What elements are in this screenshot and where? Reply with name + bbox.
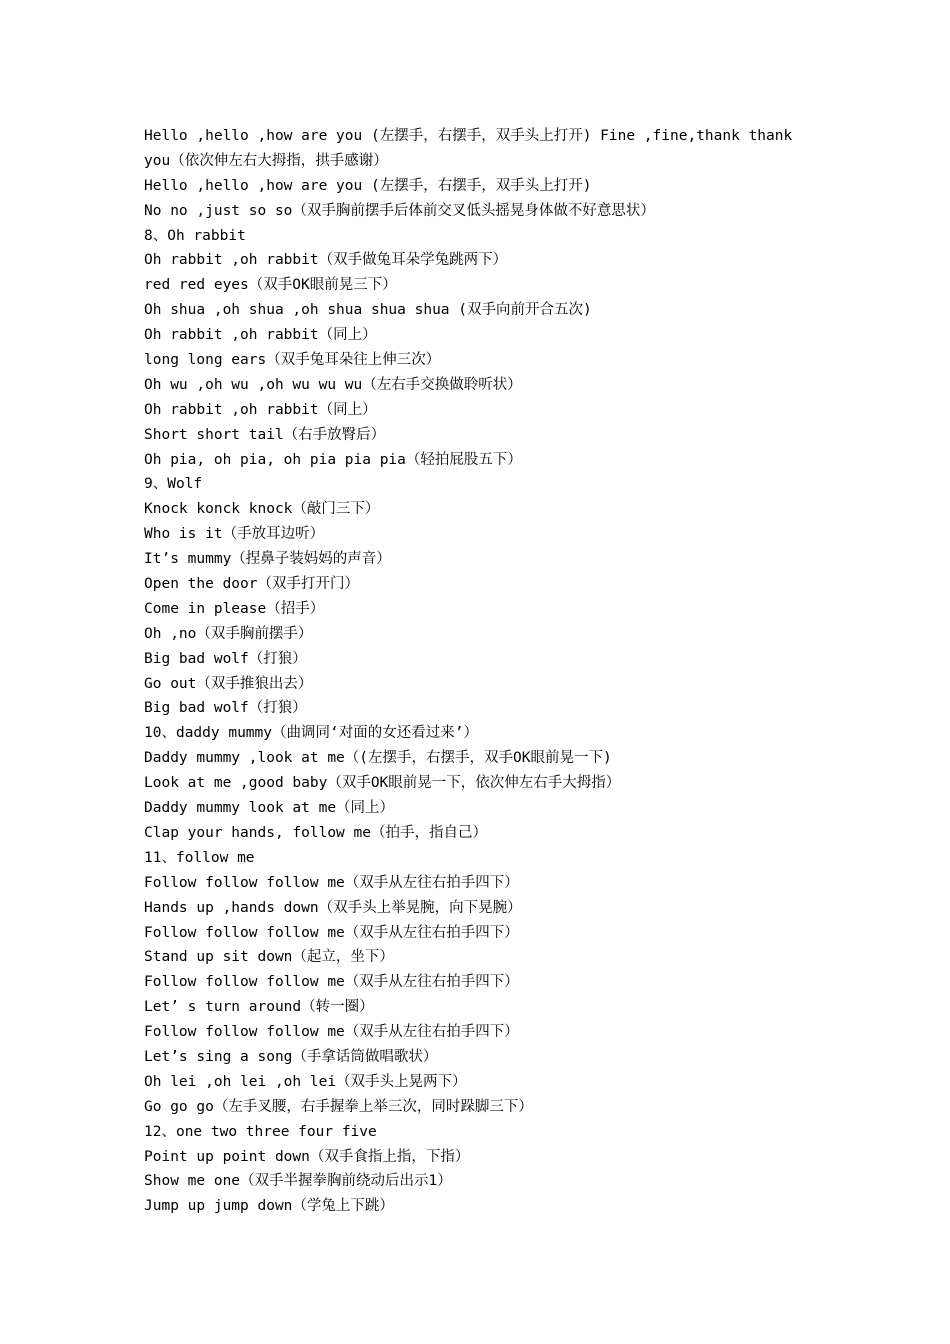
text-line: Oh rabbit ,oh rabbit（同上） bbox=[144, 327, 377, 344]
text-line: Clap your hands, follow me（拍手，指自己） bbox=[144, 824, 487, 841]
text-line: Let’ s turn around（转一圈） bbox=[144, 999, 374, 1016]
text-line: Follow follow follow me（双手从左往右拍手四下） bbox=[144, 924, 519, 941]
section-heading: 11、follow me bbox=[144, 849, 255, 866]
text-line: Point up point down（双手食指上指，下指） bbox=[144, 1148, 470, 1165]
text-line: Show me one（双手半握拳胸前绕动后出示1） bbox=[144, 1173, 452, 1190]
text-line: Jump up jump down（学兔上下跳） bbox=[144, 1198, 394, 1215]
text-line: Open the door（双手打开门） bbox=[144, 576, 359, 593]
text-line: Follow follow follow me（双手从左往右拍手四下） bbox=[144, 1024, 519, 1041]
text-line: Big bad wolf（打狼） bbox=[144, 650, 307, 667]
text-line: Let’s sing a song（手拿话筒做唱歌状） bbox=[144, 1048, 438, 1065]
text-line: Look at me ,good baby（双手OK眼前晃一下，依次伸左右手大拇指） bbox=[144, 775, 621, 792]
section-heading: 12、one two three four five bbox=[144, 1123, 377, 1140]
text-line: Big bad wolf（打狼） bbox=[144, 700, 307, 717]
text-line: Daddy mummy look at me（同上） bbox=[144, 800, 395, 817]
section-heading: 10、daddy mummy（曲调同‘对面的女还看过来’） bbox=[144, 725, 478, 742]
text-line: No no ,just so so（双手胸前摆手后体前交叉低头摇晃身体做不好意思状） bbox=[144, 202, 655, 219]
text-line: Go go go（左手叉腰，右手握拳上举三次，同时跺脚三下） bbox=[144, 1098, 533, 1115]
text-line: Oh rabbit ,oh rabbit（双手做兔耳朵学兔跳两下） bbox=[144, 252, 508, 269]
text-line: Hello ,hello ,how are you (左摆手，右摆手，双手头上打开) Fine ,fine,thank thank bbox=[144, 128, 793, 144]
text-line: Oh pia, oh pia, oh pia pia pia（轻拍屁股五下） bbox=[144, 451, 522, 468]
text-line: Follow follow follow me（双手从左往右拍手四下） bbox=[144, 874, 519, 891]
text-line: you（依次伸左右大拇指，拱手感谢） bbox=[144, 152, 388, 169]
text-line: Oh wu ,oh wu ,oh wu wu wu（左右手交换做聆听状） bbox=[144, 376, 522, 393]
text-line: Daddy mummy ,look at me（(左摆手，右摆手，双手OK眼前晃一下) bbox=[144, 750, 612, 767]
text-line: Oh rabbit ,oh rabbit（同上） bbox=[144, 401, 377, 418]
text-line: It’s mummy（捏鼻子装妈妈的声音） bbox=[144, 551, 391, 568]
text-line: Oh ,no（双手胸前摆手） bbox=[144, 625, 313, 642]
document-page bbox=[144, 124, 824, 1219]
text-line: Short short tail（右手放臀后） bbox=[144, 426, 386, 443]
section-heading: 9、Wolf bbox=[144, 476, 203, 493]
text-line: Knock konck knock（敲门三下） bbox=[144, 501, 380, 518]
text-line: long long ears（双手兔耳朵往上伸三次） bbox=[144, 352, 441, 369]
text-line: Who is it（手放耳边听） bbox=[144, 526, 325, 543]
text-line: Hands up ,hands down（双手头上举晃腕，向下晃腕） bbox=[144, 899, 522, 916]
text-line: Oh shua ,oh shua ,oh shua shua shua (双手向前开合五次) bbox=[144, 302, 592, 319]
text-line: red red eyes（双手OK眼前晃三下） bbox=[144, 277, 397, 294]
section-heading: 8、Oh rabbit bbox=[144, 227, 246, 244]
text-line: Oh lei ,oh lei ,oh lei（双手头上晃两下） bbox=[144, 1073, 467, 1090]
text-line: Come in please（招手） bbox=[144, 600, 325, 617]
text-line: Hello ,hello ,how are you (左摆手，右摆手，双手头上打开) bbox=[144, 177, 592, 194]
text-line: Stand up sit down（起立，坐下） bbox=[144, 949, 394, 966]
text-line: Go out（双手推狼出去） bbox=[144, 675, 313, 692]
text-line: Follow follow follow me（双手从左往右拍手四下） bbox=[144, 974, 519, 991]
